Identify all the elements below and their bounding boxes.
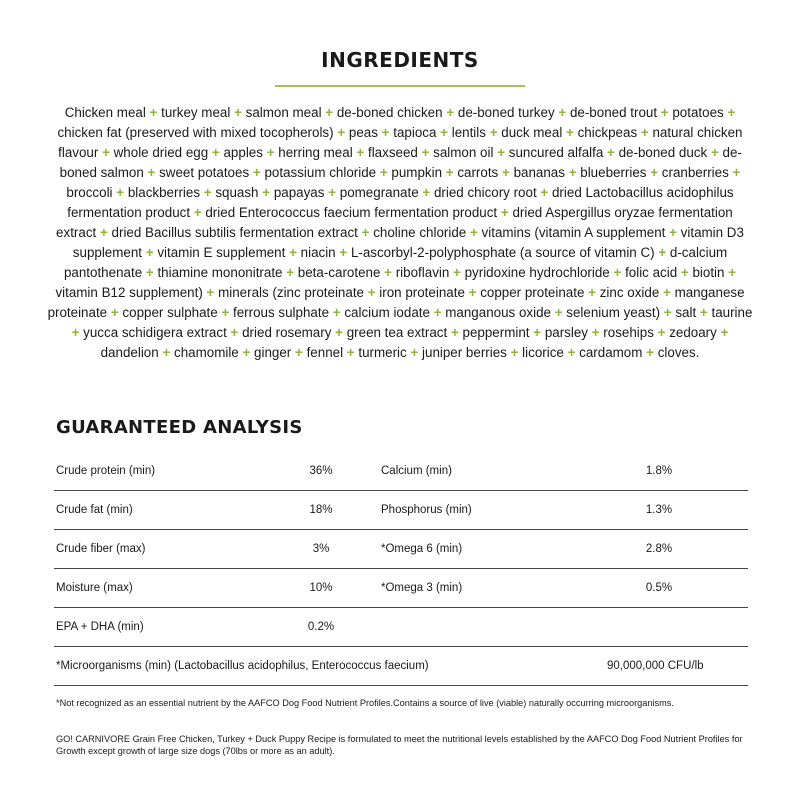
plus-separator: + <box>497 145 506 160</box>
plus-separator: + <box>335 325 343 340</box>
plus-separator: + <box>502 165 510 180</box>
ingredient-item: de-boned turkey <box>457 105 555 120</box>
ingredient-item: dried chicory root <box>433 185 537 200</box>
plus-separator: + <box>332 305 341 320</box>
ingredient-item: de-boned chicken <box>336 105 443 120</box>
ingredient-item: vitamins (vitamin A supplement <box>481 225 666 240</box>
ingredient-item: thiamine mononitrate <box>157 265 283 280</box>
nutrient-value: 0.5% <box>645 582 673 594</box>
nutrient-label: Crude fat (min) <box>56 504 133 516</box>
ingredient-item: rosehips <box>603 325 654 340</box>
ingredient-item: dandelion <box>100 345 159 360</box>
plus-separator: + <box>613 265 622 280</box>
plus-separator: + <box>242 345 251 360</box>
plus-separator: + <box>588 285 596 300</box>
ingredient-item: calcium iodate <box>344 305 430 320</box>
nutrient-label: *Omega 3 (min) <box>381 582 463 594</box>
plus-separator: + <box>421 145 430 160</box>
plus-separator: + <box>646 345 654 360</box>
plus-separator: + <box>591 325 600 340</box>
plus-separator: + <box>433 305 442 320</box>
plus-separator: + <box>566 125 574 140</box>
ingredient-item: dried Enterococcus faecium fermentation product <box>205 205 498 220</box>
ingredient-item: bananas <box>513 165 565 180</box>
ingredient-item: flaxseed <box>367 145 418 160</box>
nutrient-value: 1.3% <box>645 504 673 516</box>
ingredient-item: whole dried egg <box>113 145 209 160</box>
plus-separator: + <box>660 105 669 120</box>
nutrient-value: 0.2% <box>307 621 335 633</box>
ingredient-item: peppermint <box>462 325 530 340</box>
analysis-table <box>54 452 748 686</box>
nutrient-value: 18% <box>309 504 333 516</box>
ingredient-item: turkey meal <box>161 105 231 120</box>
plus-separator: + <box>710 145 719 160</box>
nutrient-label: Calcium (min) <box>381 465 452 477</box>
nutrient-label: Moisture (max) <box>56 582 133 594</box>
ingredient-item: vitamin B12 supplement) <box>55 285 203 300</box>
ingredient-item: de-boned duck <box>618 145 708 160</box>
ingredient-item: vitamin E supplement <box>157 245 286 260</box>
plus-separator: + <box>510 345 519 360</box>
microorganisms-value: 90,000,000 CFU/lb <box>607 660 704 672</box>
plus-separator: + <box>221 305 230 320</box>
plus-separator: + <box>337 125 346 140</box>
plus-separator: + <box>266 145 275 160</box>
plus-separator: + <box>558 105 567 120</box>
ingredient-item: tapioca <box>393 125 437 140</box>
ingredient-item: minerals (zinc proteinate <box>218 285 364 300</box>
table-row <box>54 452 748 491</box>
ingredient-item: zinc oxide <box>599 285 660 300</box>
ingredient-item: de-boned trout <box>569 105 658 120</box>
plus-separator: + <box>445 165 454 180</box>
plus-separator: + <box>211 145 220 160</box>
ingredient-item: iron proteinate <box>379 285 465 300</box>
table-row <box>54 530 748 569</box>
ingredient-item: choline chloride <box>373 225 467 240</box>
guaranteed-analysis-title: GUARANTEED ANALYSIS <box>56 417 303 438</box>
plus-separator: + <box>450 325 459 340</box>
plus-separator: + <box>422 185 431 200</box>
plus-separator: + <box>669 225 677 240</box>
ingredient-item: salt <box>675 305 697 320</box>
ingredient-item: potatoes <box>672 105 724 120</box>
ingredient-item: chickpeas <box>577 125 638 140</box>
plus-separator: + <box>554 305 563 320</box>
plus-separator: + <box>489 125 498 140</box>
ingredient-item: licorice <box>522 345 564 360</box>
plus-separator: + <box>206 285 215 300</box>
ingredient-item: niacin <box>300 245 336 260</box>
ingredient-item: Chicken meal <box>64 105 146 120</box>
ingredient-item: dried Lactobacillus acidophilus fermentation product <box>67 185 734 220</box>
nutrient-value: 1.8% <box>645 465 673 477</box>
ingredient-item: squash <box>215 185 259 200</box>
nutrient-label: Phosphorus (min) <box>381 504 472 516</box>
plus-separator: + <box>102 145 110 160</box>
ingredient-item: riboflavin <box>395 265 450 280</box>
nutrient-value: 10% <box>309 582 333 594</box>
nutrient-label: Crude fiber (max) <box>56 543 146 555</box>
ingredient-item: lentils <box>451 125 486 140</box>
plus-separator: + <box>289 245 297 260</box>
ingredient-item: herring meal <box>278 145 353 160</box>
plus-separator: + <box>328 185 337 200</box>
plus-separator: + <box>727 105 736 120</box>
plus-separator: + <box>469 225 478 240</box>
ingredient-item: pumpkin <box>391 165 443 180</box>
ingredient-item: fennel <box>306 345 344 360</box>
plus-separator: + <box>650 165 659 180</box>
ingredient-item: folic acid <box>625 265 678 280</box>
plus-separator: + <box>657 325 666 340</box>
plus-separator: + <box>699 305 708 320</box>
ingredient-item: blueberries <box>580 165 647 180</box>
plus-separator: + <box>252 165 261 180</box>
plus-separator: + <box>381 125 390 140</box>
ingredient-item: dried rosemary <box>242 325 332 340</box>
plus-separator: + <box>295 345 303 360</box>
plus-separator: + <box>658 245 667 260</box>
plus-separator: + <box>728 265 737 280</box>
table-row <box>54 569 748 608</box>
plus-separator: + <box>230 325 239 340</box>
microorganisms-label: *Microorganisms (min) (Lactobacillus acidophilus, Enterococcus faecium) <box>56 660 429 672</box>
ingredient-item: copper proteinate <box>480 285 585 300</box>
ingredient-item: papayas <box>273 185 325 200</box>
plus-separator: + <box>453 265 461 280</box>
plus-separator: + <box>149 105 158 120</box>
plus-separator: + <box>367 285 376 300</box>
ingredient-item: parsley <box>544 325 588 340</box>
ingredient-item: blackberries <box>127 185 201 200</box>
ingredient-item: biotin <box>692 265 725 280</box>
title-divider <box>275 85 525 87</box>
plus-separator: + <box>468 285 477 300</box>
ingredient-item: chamomile <box>174 345 239 360</box>
table-row-microorganisms <box>54 647 748 686</box>
nutrient-label: Crude protein (min) <box>56 465 156 477</box>
ingredient-item: selenium yeast) <box>566 305 661 320</box>
ingredient-item: salmon meal <box>245 105 322 120</box>
plus-separator: + <box>410 345 419 360</box>
ingredient-item: juniper berries <box>422 345 507 360</box>
ingredient-item: L-ascorbyl-2-polyphosphate (a source of vitamin C) <box>350 245 655 260</box>
plus-separator: + <box>440 125 448 140</box>
plus-separator: + <box>145 245 154 260</box>
plus-separator: + <box>540 185 549 200</box>
ingredient-item: taurine <box>711 305 753 320</box>
ingredient-item: suncured alfalfa <box>508 145 604 160</box>
ingredient-item: chicken fat (preserved with mixed tocopherols) <box>57 125 334 140</box>
plus-separator: + <box>361 225 370 240</box>
plus-separator: + <box>356 145 365 160</box>
plus-separator: + <box>145 265 154 280</box>
ingredient-item: salmon oil <box>433 145 494 160</box>
ingredient-item: ferrous sulphate <box>233 305 330 320</box>
plus-separator: + <box>162 345 171 360</box>
plus-separator: + <box>379 165 388 180</box>
plus-separator: + <box>71 325 80 340</box>
plus-separator: + <box>720 325 729 340</box>
plus-separator: + <box>286 265 295 280</box>
ingredient-item: peas <box>348 125 378 140</box>
ingredient-item: copper sulphate <box>122 305 218 320</box>
table-row <box>54 491 748 530</box>
plus-separator: + <box>384 265 392 280</box>
plus-separator: + <box>99 225 108 240</box>
nutrient-value: 3% <box>312 543 330 555</box>
ingredient-item: beta-carotene <box>297 265 381 280</box>
ingredient-item: dried Aspergillus oryzae fermentation extract <box>56 205 733 240</box>
plus-separator: + <box>663 285 671 300</box>
ingredient-item: carrots <box>457 165 499 180</box>
ingredient-item: green tea extract <box>346 325 448 340</box>
ingredient-item: broccoli <box>66 185 113 200</box>
plus-separator: + <box>193 205 202 220</box>
nutrient-label: *Omega 6 (min) <box>381 543 463 555</box>
ingredient-item: manganese proteinate <box>47 285 745 320</box>
ingredient-item: d-calcium pantothenate <box>63 245 728 280</box>
plus-separator: + <box>147 165 156 180</box>
plus-separator: + <box>500 205 509 220</box>
ingredient-item: pyridoxine hydrochloride <box>464 265 610 280</box>
ingredient-item: cranberries <box>661 165 729 180</box>
ingredient-item: potassium chloride <box>264 165 377 180</box>
plus-separator: + <box>567 345 576 360</box>
plus-separator: + <box>663 305 672 320</box>
ingredient-item: zedoary <box>669 325 717 340</box>
plus-separator: + <box>325 105 334 120</box>
ingredient-item: natural chicken flavour <box>58 125 743 160</box>
plus-separator: + <box>732 165 741 180</box>
nutrient-label: EPA + DHA (min) <box>56 621 144 633</box>
plus-separator: + <box>346 345 355 360</box>
plus-separator: + <box>203 185 212 200</box>
ingredient-item: ginger <box>254 345 292 360</box>
nutrient-value: 36% <box>309 465 333 477</box>
plus-separator: + <box>116 185 125 200</box>
plus-separator: + <box>680 265 689 280</box>
formulation-statement: GO! CARNIVORE Grain Free Chicken, Turkey + Duck Puppy Recipe is formulated to meet the nutritional levels established by the AAFCO Dog Food Nutrient Profiles for Growth except growth of large size dogs (70lbs or more as an adult). <box>56 734 743 756</box>
table-row <box>54 608 748 647</box>
plus-separator: + <box>234 105 242 120</box>
ingredients-title: INGREDIENTS <box>321 48 479 72</box>
ingredient-item: cardamom <box>579 345 643 360</box>
ingredient-item: yucca schidigera extract <box>83 325 227 340</box>
ingredient-item: de-boned salmon <box>59 145 742 180</box>
ingredient-item: turmeric <box>358 345 407 360</box>
plus-separator: + <box>607 145 615 160</box>
ingredient-item: manganous oxide <box>445 305 551 320</box>
nutrient-value: 2.8% <box>645 543 673 555</box>
plus-separator: + <box>446 105 455 120</box>
ingredients-list <box>46 103 754 363</box>
plus-separator: + <box>339 245 348 260</box>
plus-separator: + <box>640 125 649 140</box>
plus-separator: + <box>568 165 577 180</box>
plus-separator: + <box>110 305 119 320</box>
ingredient-item: dried Bacillus subtilis fermentation extract <box>111 225 358 240</box>
plus-separator: + <box>262 185 271 200</box>
ingredient-item: apples <box>223 145 263 160</box>
ingredient-item: pomegranate <box>339 185 419 200</box>
ingredient-item: cloves. <box>657 345 700 360</box>
ingredient-item: sweet potatoes <box>159 165 250 180</box>
plus-separator: + <box>533 325 542 340</box>
ingredient-item: vitamin D3 supplement <box>72 225 744 260</box>
ingredient-item: duck meal <box>501 125 563 140</box>
aafco-footnote: *Not recognized as an essential nutrient by the AAFCO Dog Food Nutrient Profiles.Contains a source of live (viable) naturally occurring microorganisms. <box>56 698 674 708</box>
